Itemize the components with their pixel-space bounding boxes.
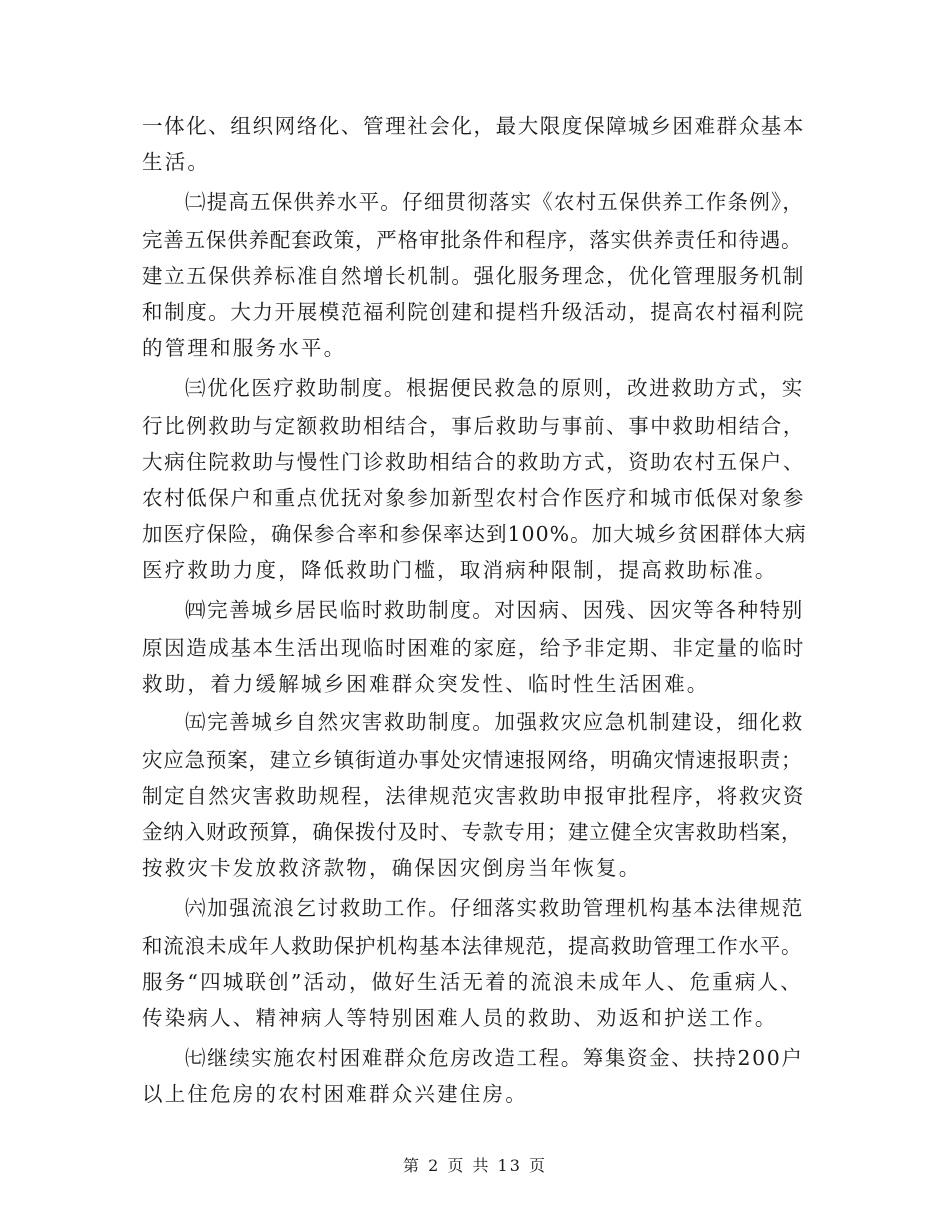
text-line: 一体化、组织网络化、管理社会化，最大限度保障城乡困难群众基本 [142,114,805,138]
text-line: 灾应急预案，建立乡镇街道办事处灾情速报网络，明确灾情速报职责； [142,748,803,772]
text-line: 建立五保供养标准自然增长机制。强化服务理念，优化管理服务机制 [142,264,805,288]
text-line: 按救灾卡发放救济款物，确保因灾倒房当年恢复。 [142,856,642,880]
text-line: 传染病人、精神病人等特别困难人员的救助、劝返和护送工作。 [142,1006,778,1030]
text-line: 生活。 [142,150,211,174]
text-line: ㈤完善城乡自然灾害救助制度。加强救灾应急机制建设，细化救 [185,710,804,734]
text-line: 制定自然灾害救助规程，法律规范灾害救助申报审批程序，将救灾资 [142,784,805,808]
text-line: ㈣完善城乡居民临时救助制度。对因病、因残、因灾等各种特别 [185,598,804,622]
text-line: 原因造成基本生活出现临时困难的家庭，给予非定期、非定量的临时 [142,636,805,660]
text-line: 大病住院救助与慢性门诊救助相结合的救助方式，资助农村五保户、 [142,450,805,474]
text-line: ㈢优化医疗救助制度。根据便民救急的原则，改进救助方式，实 [185,376,804,400]
text-line: 医疗救助力度，降低救助门槛，取消病种限制，提高救助标准。 [142,558,778,582]
text-line: ㈥加强流浪乞讨救助工作。仔细落实救助管理机构基本法律规范 [185,896,804,920]
text-line: 和流浪未成年人救助保护机构基本法律规范，提高救助管理工作水平。 [142,934,803,958]
text-line: 的管理和服务水平。 [142,336,347,360]
text-line: 和制度。大力开展模范福利院创建和提档升级活动，提高农村福利院 [142,300,805,324]
text-line: 金纳入财政预算，确保拨付及时、专款专用；建立健全灾害救助档案， [142,820,803,844]
text-line: 以上住危房的农村困难群众兴建住房。 [142,1082,528,1106]
text-line: 行比例救助与定额救助相结合，事后救助与事前、事中救助相结合， [142,414,805,438]
text-line: 服务“四城联创”活动，做好生活无着的流浪未成年人、危重病人、 [142,970,803,994]
page-number-footer: 第 2 页 共 13 页 [403,1156,547,1175]
text-line: 农村低保户和重点优抚对象参加新型农村合作医疗和城市低保对象参 [142,486,805,510]
text-line: ㈦继续实施农村困难群众危房改造工程。筹集资金、扶持200户 [185,1046,804,1070]
text-line: 救助，着力缓解城乡困难群众突发性、临时性生活困难。 [142,672,710,696]
text-line: 完善五保供养配套政策，严格审批条件和程序，落实供养责任和待遇。 [142,228,803,252]
text-line: ㈡提高五保供养水平。仔细贯彻落实《农村五保供养工作条例》， [185,190,805,214]
text-line: 加医疗保险，确保参合率和参保率达到100%。加大城乡贫困群体大病 [142,522,807,546]
